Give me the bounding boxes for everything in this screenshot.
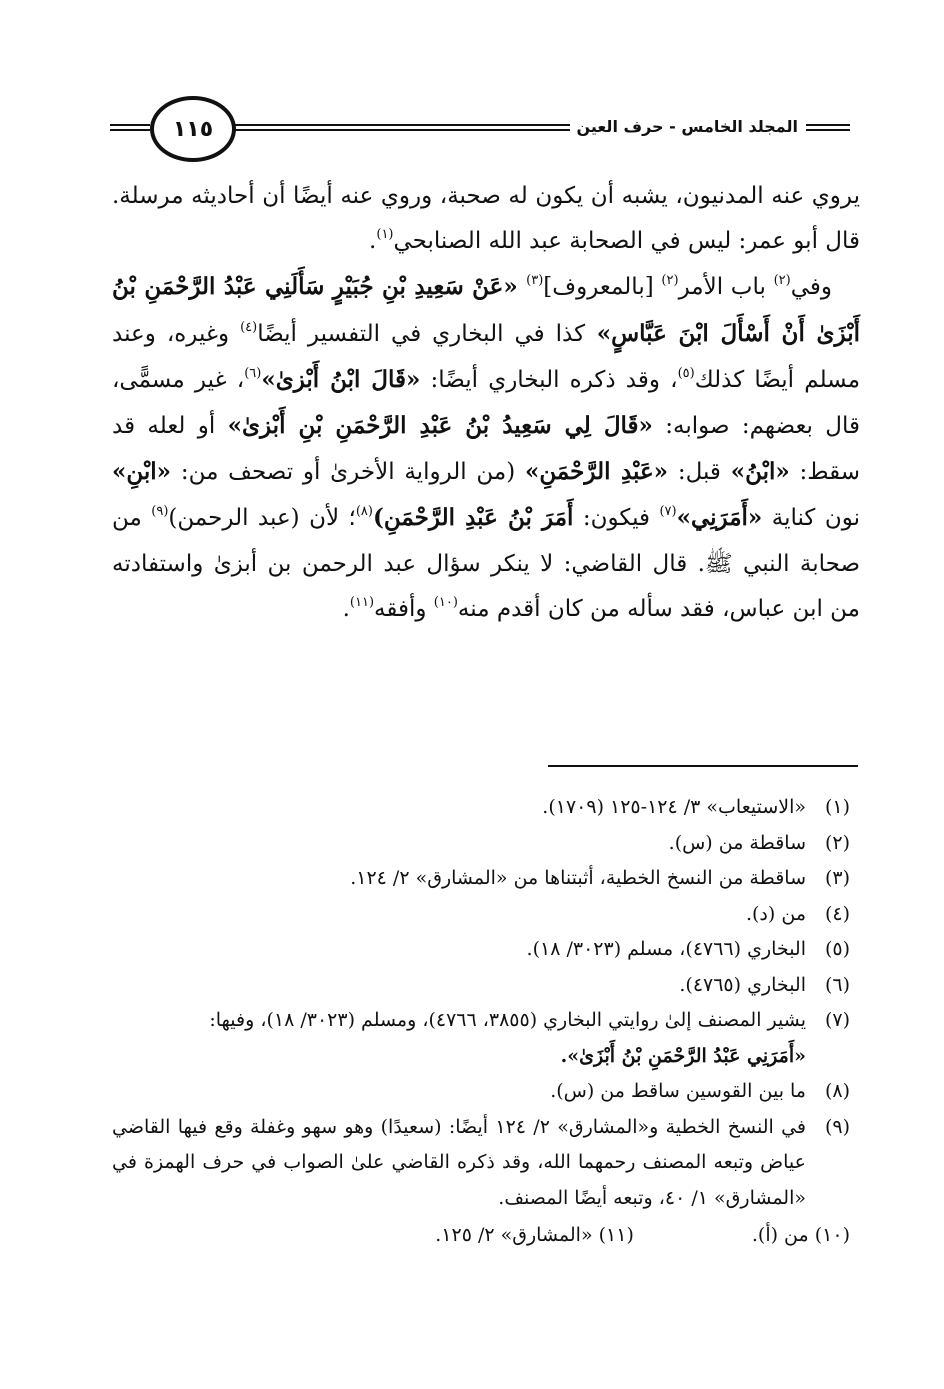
footnote-ref-2b: (٢)	[661, 273, 679, 289]
p2-text-b: باب الأمر	[678, 274, 774, 301]
paragraph-2	[112, 264, 860, 632]
footnote-7	[112, 1003, 850, 1074]
page-number: ١١٥	[150, 96, 236, 162]
p2-text-o: وأفقه	[374, 595, 434, 622]
p2-text-f: ، وقد ذكره البخاري أيضًا:	[420, 366, 678, 393]
p2-text-n: من صحابة النبي ﷺ. قال القاضي: لا ينكر سؤال عبد الرحمن بن أبزىٰ واستفادته من ابن عباس، فقد سأله من كان أقدم منه	[112, 505, 860, 622]
footnote-ref-1: (١)	[376, 227, 394, 243]
footnote-ref-9: (٩)	[151, 504, 169, 520]
footnote-number: (٦)	[824, 973, 850, 996]
footnotes	[112, 790, 850, 1254]
footnote-text: ما بين القوسين ساقط من (س).	[550, 1080, 806, 1102]
footnote-text: ساقطة من النسخ الخطية، أثبتناها من «المشارق» ٢/ ١٢٤.	[350, 867, 806, 889]
footnote-number: (٥)	[824, 938, 850, 960]
p2-text-i: قبل:	[668, 459, 731, 486]
running-title: المجلد الخامس - حرف العين	[570, 117, 804, 136]
footnote-text: من (د).	[745, 902, 806, 925]
hadith-quote-7: «أَمَرَنِي»	[676, 504, 763, 532]
p2-text-k: نون كناية	[762, 505, 860, 532]
hadith-quote-3: «قَالَ لِي سَعِيدُ بْنُ عَبْدِ الرَّحْمَنِ بْنِ أَبْزىٰ»	[227, 412, 653, 440]
footnote-5	[112, 932, 850, 968]
footnote-6	[112, 968, 850, 1004]
footnote-number: (٤)	[824, 902, 850, 925]
hadith-quote-4: «ابْنُ»	[730, 458, 790, 486]
header-rule-middle	[230, 124, 590, 131]
footnote-ref-11: (١١)	[349, 594, 375, 610]
footnote-text-main: يشير المصنف إلىٰ روايتي البخاري (٣٨٥٥، ٤٧٦٦)، ومسلم (٣٠٢٣/ ١٨)، وفيها:	[209, 1009, 806, 1031]
footnote-number: (٧)	[824, 1009, 850, 1031]
footnote-9	[112, 1110, 850, 1217]
footnote-ref-8: (٨)	[355, 504, 373, 520]
footnote-text: البخاري (٤٧٦٥).	[679, 973, 806, 996]
footnotes-10-11	[112, 1218, 850, 1254]
footnote-1	[112, 790, 850, 826]
footnote-number: (٨)	[824, 1080, 850, 1102]
footnote-2	[112, 826, 850, 862]
p2-text-j: (من الرواية الأخرىٰ أو تصحف من:	[171, 459, 525, 486]
p2-text-e: وغيره، وعند مسلم أيضًا كذلك	[112, 320, 861, 393]
footnote-ref-5: (٥)	[677, 365, 695, 381]
p1-end: .	[369, 228, 377, 255]
hadith-quote-1: «عَنْ سَعِيدِ بْنِ جُبَيْرٍ سَأَلَنِي عَبْدُ الرَّحْمَنِ بْنُ أَبْزَىٰ أَنْ أَسْأَلَ ابْنَ عَبَّاسٍ»	[112, 273, 860, 347]
footnote-ref-6: (٦)	[244, 365, 262, 381]
footnote-text: البخاري (٤٧٦٦)، مسلم (٣٠٢٣/ ١٨).	[526, 938, 806, 960]
p2-text-c: [بالمعروف]	[543, 274, 662, 301]
hadith-quote-6: «ابْنِ»	[112, 458, 172, 486]
footnote-11: (١١) «المشارق» ٢/ ١٢٥.	[435, 1224, 634, 1246]
footnote-3	[112, 861, 850, 897]
footnote-ref-10: (١٠)	[433, 594, 458, 610]
footnote-number: (١)	[824, 796, 850, 818]
header-rule-left	[110, 124, 150, 131]
p2-text-h: أو لعله قد سقط:	[112, 413, 860, 486]
footnote-ref-4: (٤)	[240, 319, 258, 335]
footnote-number: (٢)	[824, 831, 850, 854]
p2-text-l: فيكون:	[573, 505, 660, 532]
main-text	[112, 174, 860, 632]
footnote-ref-7: (٧)	[659, 504, 677, 520]
footnote-4	[112, 897, 850, 933]
footnote-text: في النسخ الخطية و«المشارق» ٢/ ١٢٤ أيضًا: (سعيدًا) وهو سهو وغفلة وقع فيها القاضي عياض وتبعه المصنف رحمهما الله، وقد ذكره القاضي علىٰ الصواب في حرف الهمزة في «المشارق» ١/ ٤٠، وتبعه أيضًا المصنف.	[112, 1115, 806, 1209]
footnote-ref-3: (٣)	[526, 273, 544, 289]
p2-text-g: ، غير مسمًّى، قال بعضهم: صوابه:	[112, 366, 860, 440]
footnote-number: (٣)	[824, 867, 850, 889]
hadith-quote-5: «عَبْدِ الرَّحْمَنِ»	[525, 458, 669, 486]
footnote-8	[112, 1074, 850, 1110]
footnote-quote: «أَمَرَنِي عَبْدُ الرَّحْمَنِ بْنُ أَبْزَىٰ».	[560, 1044, 806, 1067]
footnote-separator	[548, 765, 858, 767]
p2-text-a: وفي	[790, 274, 832, 301]
footnote-ref-2: (٢)	[773, 273, 791, 289]
p2-text-m: ؛ لأن (عبد الرحمن)	[168, 505, 356, 532]
hadith-quote-8: أَمَرَ بْنُ عَبْدِ الرَّحْمَنِ)	[372, 504, 574, 532]
footnote-10: (١٠) من (أ).	[751, 1224, 850, 1246]
paragraph-1	[112, 174, 860, 264]
footnote-text: «الاستيعاب» ٣/ ١٢٤-١٢٥ (١٧٠٩).	[542, 796, 806, 818]
footnote-text: ساقطة من (س).	[668, 831, 806, 854]
p2-text-d: كذا في البخاري في التفسير أيضًا	[257, 320, 586, 347]
header-rule-right	[806, 124, 850, 131]
p1-text: يروي عنه المدنيون، يشبه أن يكون له صحبة، وروي عنه أيضًا أن أحاديثه مرسلة. قال أبو عمر: ليس في الصحابة عبد الله الصنابحي	[112, 183, 860, 255]
footnote-text	[112, 1003, 806, 1074]
page-header	[110, 96, 850, 156]
footnote-number: (٩)	[824, 1115, 850, 1138]
p2-end: .	[342, 595, 350, 622]
hadith-quote-2: «قَالَ ابْنُ أَبْزىٰ»	[261, 365, 421, 393]
